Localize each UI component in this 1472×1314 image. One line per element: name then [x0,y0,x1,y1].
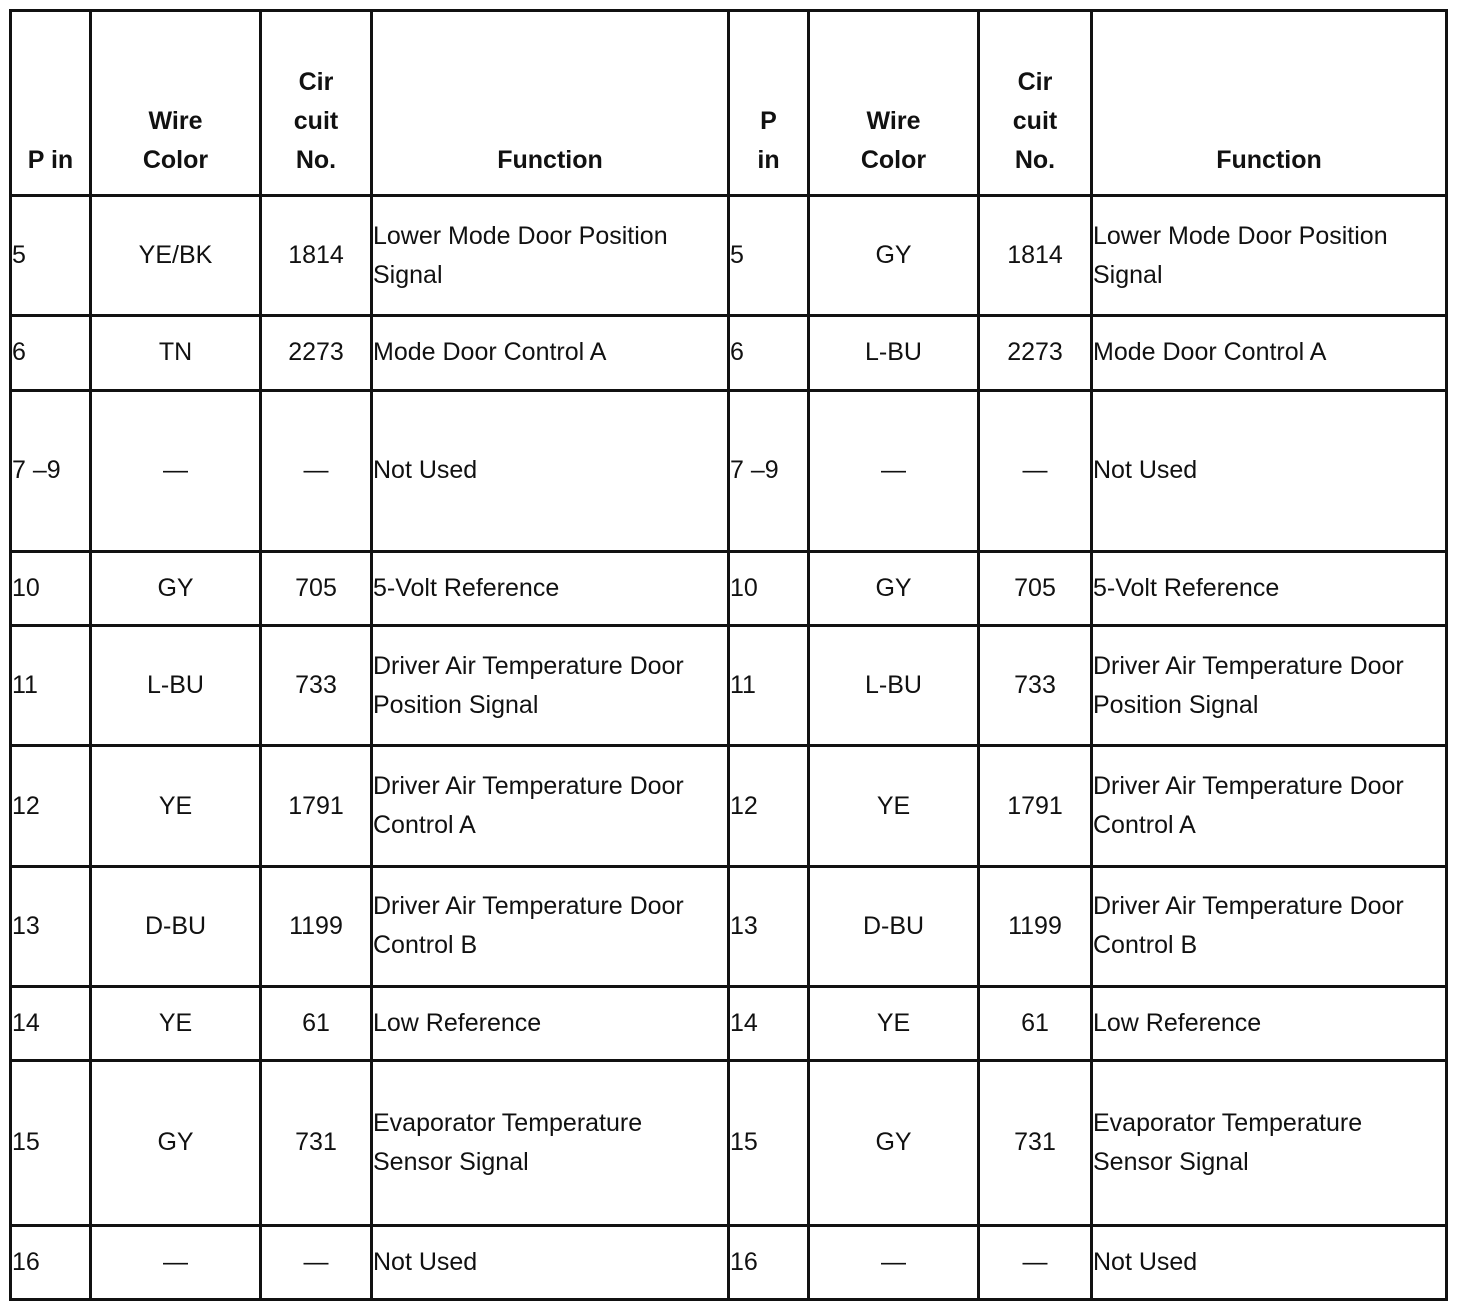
circuit-number-cell: — [979,390,1092,551]
circuit-number-cell: 731 [979,1061,1092,1225]
header-wire-color: Wire Color [91,11,261,196]
circuit-number-cell: 733 [261,626,372,746]
function-cell: Not Used [1092,1225,1447,1299]
wire-color-cell: D-BU [91,866,261,986]
wire-color-cell: — [91,390,261,551]
function-cell: Mode Door Control A [1092,316,1447,390]
table-row [11,1061,1447,1225]
circuit-number-cell: 705 [261,551,372,625]
wire-color-cell: L-BU [809,316,979,390]
circuit-number-cell: 2273 [979,316,1092,390]
circuit-number-cell: 1791 [261,746,372,866]
function-cell: 5-Volt Reference [1092,551,1447,625]
circuit-number-cell: — [261,390,372,551]
pin-cell: 10 [729,551,809,625]
function-cell: Not Used [1092,390,1447,551]
pin-cell: 7 –9 [11,390,91,551]
pin-cell: 16 [729,1225,809,1299]
pin-cell: 15 [729,1061,809,1225]
function-cell: Driver Air Temperature Door Position Signal [1092,626,1447,746]
wire-color-cell: YE/BK [91,196,261,316]
table-row [11,626,1447,746]
header-circuit-no: Cir cuit No. [979,11,1092,196]
circuit-number-cell: 1791 [979,746,1092,866]
function-cell: Evaporator Temperature Sensor Signal [372,1061,729,1225]
table-row [11,390,1447,551]
wire-color-cell: GY [809,1061,979,1225]
function-cell: Lower Mode Door Position Signal [372,196,729,316]
wire-color-cell: — [91,1225,261,1299]
circuit-number-cell: 61 [261,987,372,1061]
function-cell: Driver Air Temperature Door Control B [1092,866,1447,986]
header-function: Function [1092,11,1447,196]
connector-pinout-table [9,9,1448,1301]
header-pin: P in [729,11,809,196]
wire-color-cell: — [809,1225,979,1299]
table-row [11,987,1447,1061]
wire-color-cell: GY [91,1061,261,1225]
wire-color-cell: GY [809,196,979,316]
pin-cell: 5 [11,196,91,316]
function-cell: Mode Door Control A [372,316,729,390]
function-cell: Lower Mode Door Position Signal [1092,196,1447,316]
pin-cell: 11 [11,626,91,746]
table-row [11,316,1447,390]
pin-cell: 6 [11,316,91,390]
function-cell: Driver Air Temperature Door Control A [1092,746,1447,866]
function-cell: Driver Air Temperature Door Control B [372,866,729,986]
wire-color-cell: L-BU [91,626,261,746]
pin-cell: 7 –9 [729,390,809,551]
document-page [9,9,1445,1301]
header-pin: P in [11,11,91,196]
table-row [11,196,1447,316]
function-cell: Low Reference [372,987,729,1061]
wire-color-cell: YE [809,987,979,1061]
table-body [11,196,1447,1300]
function-cell: Not Used [372,390,729,551]
header-circuit-no: Cir cuit No. [261,11,372,196]
circuit-number-cell: 733 [979,626,1092,746]
wire-color-cell: D-BU [809,866,979,986]
pin-cell: 12 [11,746,91,866]
circuit-number-cell: 1199 [261,866,372,986]
wire-color-cell: YE [91,746,261,866]
pin-cell: 12 [729,746,809,866]
pin-cell: 15 [11,1061,91,1225]
table-row [11,866,1447,986]
function-cell: Not Used [372,1225,729,1299]
function-cell: 5-Volt Reference [372,551,729,625]
circuit-number-cell: 2273 [261,316,372,390]
circuit-number-cell: 1814 [261,196,372,316]
circuit-number-cell: 1199 [979,866,1092,986]
pin-cell: 10 [11,551,91,625]
pin-cell: 6 [729,316,809,390]
function-cell: Driver Air Temperature Door Control A [372,746,729,866]
header-wire-color: Wire Color [809,11,979,196]
table-header-row [11,11,1447,196]
pin-cell: 16 [11,1225,91,1299]
pin-cell: 13 [729,866,809,986]
function-cell: Evaporator Temperature Sensor Signal [1092,1061,1447,1225]
circuit-number-cell: 1814 [979,196,1092,316]
table-row [11,1225,1447,1299]
circuit-number-cell: 61 [979,987,1092,1061]
wire-color-cell: GY [91,551,261,625]
wire-color-cell: YE [809,746,979,866]
table-row [11,746,1447,866]
circuit-number-cell: — [979,1225,1092,1299]
circuit-number-cell: 705 [979,551,1092,625]
wire-color-cell: GY [809,551,979,625]
header-function: Function [372,11,729,196]
function-cell: Low Reference [1092,987,1447,1061]
pin-cell: 14 [11,987,91,1061]
pin-cell: 5 [729,196,809,316]
wire-color-cell: TN [91,316,261,390]
pin-cell: 13 [11,866,91,986]
circuit-number-cell: 731 [261,1061,372,1225]
wire-color-cell: YE [91,987,261,1061]
wire-color-cell: — [809,390,979,551]
pin-cell: 14 [729,987,809,1061]
circuit-number-cell: — [261,1225,372,1299]
table-row [11,551,1447,625]
wire-color-cell: L-BU [809,626,979,746]
function-cell: Driver Air Temperature Door Position Signal [372,626,729,746]
pin-cell: 11 [729,626,809,746]
